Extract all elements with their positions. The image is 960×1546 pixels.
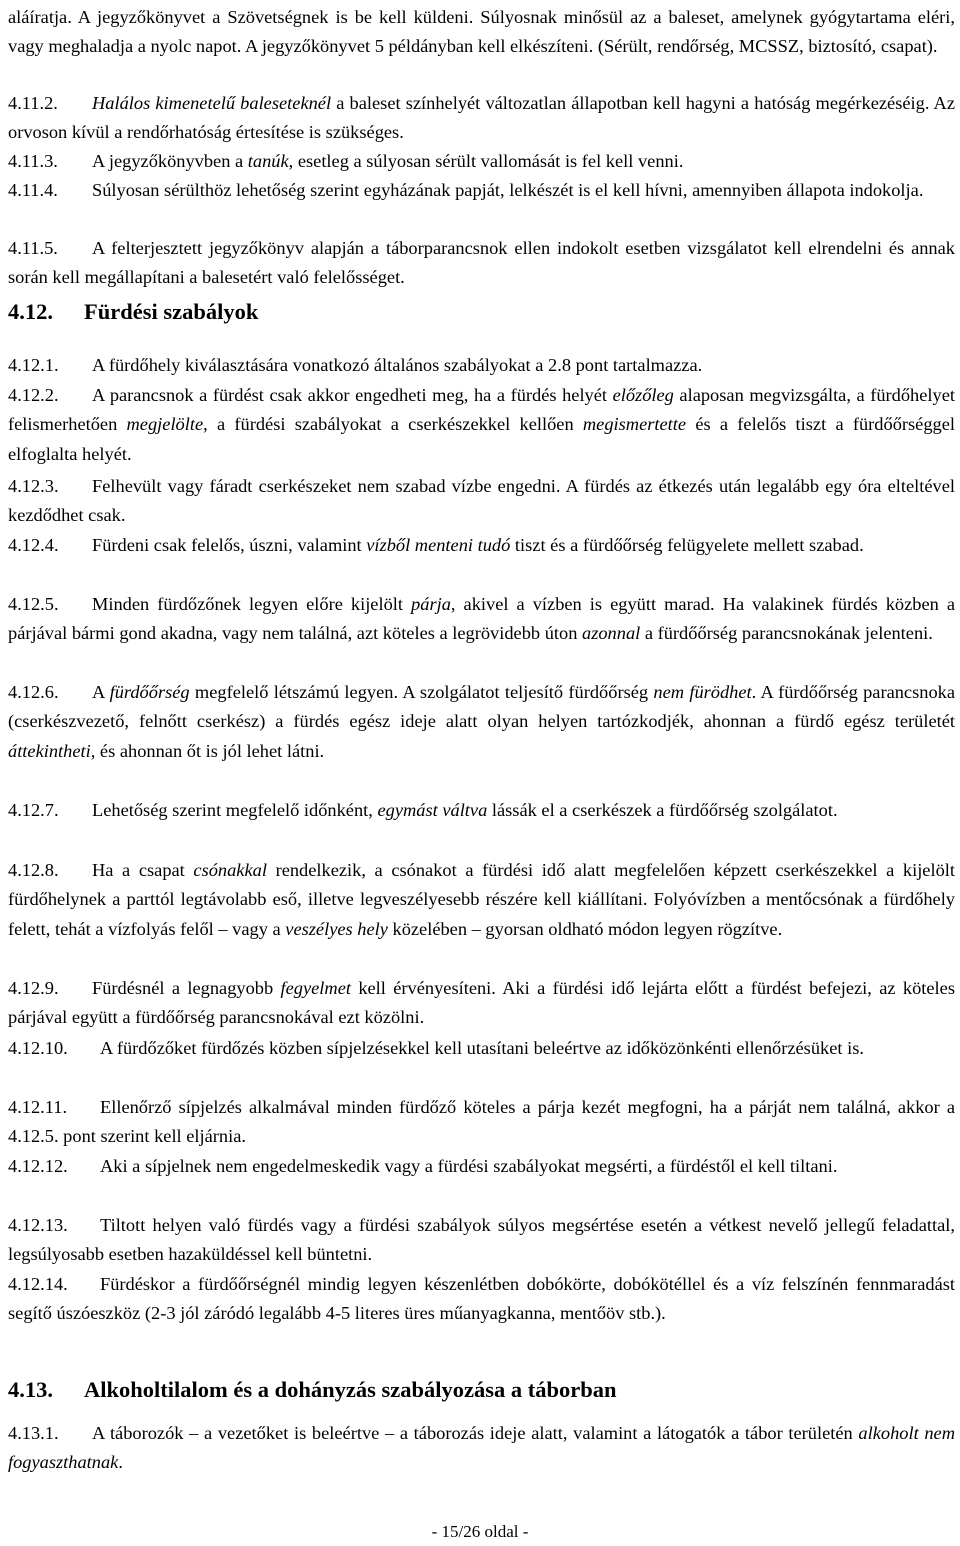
paragraph-number: 4.13.1. bbox=[8, 1423, 59, 1443]
paragraph-number: 4.11.4. bbox=[8, 180, 58, 200]
heading-number: 4.12. bbox=[8, 299, 53, 324]
paragraph-4-11-5 bbox=[8, 234, 955, 293]
heading-number: 4.13. bbox=[8, 1377, 53, 1402]
page-footer: - 15/26 oldal - bbox=[431, 1522, 529, 1541]
heading-title: Alkoholtilalom és a dohányzás szabályozása a táborban bbox=[84, 1377, 617, 1402]
paragraph-text: . bbox=[118, 1452, 123, 1473]
emphasis-text: előzőleg bbox=[612, 385, 674, 405]
emphasis-text: párja bbox=[411, 594, 451, 614]
paragraph-text: közelében – gyorsan oldható módon legyen rögzítve. bbox=[387, 918, 783, 939]
paragraph-text: , akivel a vízben is együtt marad. Ha valakinek fürdés közben a párjával bármi gond akadna, vagy nem találná, azt köteles a legrövidebb úton bbox=[8, 594, 956, 644]
paragraph-number: 4.11.5. bbox=[8, 238, 58, 258]
paragraph-text: A fürdőhely kiválasztására vonatkozó általános szabályokat a 2.8 pont tartalmazza. bbox=[92, 355, 703, 375]
paragraph-text: Tiltott helyen való fürdés vagy a fürdési szabályok súlyos megsértése esetén a vétkest nevelő jellegű feladattal, legsúlyosabb esetben hazaküldéssel kell büntetni. bbox=[8, 1215, 955, 1265]
paragraph-4-12-2 bbox=[8, 381, 955, 469]
paragraph-4-12-8 bbox=[8, 856, 955, 944]
paragraph-text: Súlyosan sérülthöz lehetőség szerint egyházának papját, lelkészét is el kell hívni, amennyiben állapota indokolja. bbox=[92, 180, 924, 200]
paragraph-number: 4.12.7. bbox=[8, 800, 59, 820]
paragraph-number: 4.11.3. bbox=[8, 151, 58, 171]
paragraph-text: . A fürdőőrség parancsnoka (cserkészvezető, felnőtt cserkész) a fürdés egész ideje alatt olyan helyen tartózkodjék, ahonnan a fürdő egész területét bbox=[8, 682, 955, 732]
paragraph-text: A bbox=[92, 682, 110, 702]
paragraph-number: 4.12.5. bbox=[8, 594, 59, 614]
emphasis-text: fürdőőrség bbox=[109, 682, 190, 702]
paragraph-number: 4.12.12. bbox=[8, 1156, 68, 1176]
section-heading-4-13 bbox=[8, 1375, 617, 1405]
paragraph-text: kell érvényesíteni. Aki a fürdési idő lejárta előtt a fürdést befejezi, az köteles párjával együtt a fürdőőrség parancsnokával ezt közölni. bbox=[8, 978, 955, 1028]
paragraph-text: , a fürdési szabályokat a cserkészekkel kellően bbox=[203, 414, 583, 435]
paragraph-text: A felterjesztett jegyzőkönyv alapján a táborparancsnok ellen indokolt esetben vizsgálatot kell elrendelni és annak során kell megállapítani a balesetért való felelősséget. bbox=[8, 238, 955, 288]
heading-title: Fürdési szabályok bbox=[84, 299, 259, 324]
paragraph-4-11-4 bbox=[8, 176, 923, 205]
paragraph-4-12-13 bbox=[8, 1211, 955, 1270]
paragraph-text: a fürdőőrség parancsnokának jelenteni. bbox=[640, 623, 933, 644]
paragraph-text: alaposan megvizsgálta, a fürdőhelyet felismerhetően bbox=[8, 385, 955, 435]
paragraph-4-12-10 bbox=[8, 1034, 864, 1063]
paragraph-text: Aki a sípjelnek nem engedelmeskedik vagy a fürdési szabályokat megsérti, a fürdéstől el kell tiltani. bbox=[100, 1156, 838, 1176]
paragraph-4-12-14 bbox=[8, 1270, 955, 1329]
paragraph-4-12-11 bbox=[8, 1093, 955, 1152]
paragraph-number: 4.12.3. bbox=[8, 476, 59, 496]
paragraph-4-12-6 bbox=[8, 678, 955, 766]
section-heading-4-12 bbox=[8, 297, 258, 327]
paragraph-text: A táborozók – a vezetőket is beleértve – a táborozás ideje alatt, valamint a látogatók a tábor területén bbox=[92, 1423, 859, 1443]
emphasis-text: veszélyes hely bbox=[285, 918, 388, 939]
paragraph-text: A fürdőzőket fürdőzés közben sípjelzésekkel kell utasítani beleértve az időközönkénti ellenőrzésüket is. bbox=[100, 1038, 864, 1058]
paragraph-text: aláíratja. A jegyzőkönyvet a Szövetségnek is be kell küldeni. Súlyosnak minősül az a baleset, amelynek gyógytartama eléri, vagy meghaladja a nyolc napot. A jegyzőkönyvet 5 példányban kell elkészíteni. (Sérült, rendőrség, MCSSZ, biztosító, csapat). bbox=[8, 7, 955, 57]
paragraph-text: , és ahonnan őt is jól lehet látni. bbox=[90, 740, 325, 761]
paragraph-text: , esetleg a súlyosan sérült vallomását is fel kell venni. bbox=[288, 151, 684, 171]
paragraph-text: Ellenőrző sípjelzés alkalmával minden fürdőző köteles a párja kezét megfogni, ha a párját nem találná, akkor a 4.12.5. pont szerint kell eljárnia. bbox=[8, 1097, 955, 1147]
emphasis-text: alkoholt nem fogyaszthatnak bbox=[8, 1423, 955, 1473]
emphasis-text: csónakkal bbox=[193, 860, 267, 880]
paragraph-number: 4.12.13. bbox=[8, 1215, 68, 1235]
paragraph-4-12-1 bbox=[8, 351, 702, 380]
paragraph-number: 4.12.9. bbox=[8, 978, 59, 998]
paragraph-4-12-7 bbox=[8, 796, 838, 825]
paragraph-4-11-3 bbox=[8, 147, 955, 176]
paragraph-text: rendelkezik, a csónakot a fürdési idő alatt megfelelően képzett cserkészekkel a kijelölt fürdőhelynek a parttól legtávolabb eső, illetve legveszélyesebb részére kell kiállítani. Folyóvízben a mentőcsónak a fürdőhely felett, tehát a vízfolyás felől – vagy a bbox=[8, 860, 955, 939]
paragraph-text: A parancsnok a fürdést csak akkor engedheti meg, ha a fürdés helyét bbox=[92, 385, 613, 405]
paragraph-number: 4.12.2. bbox=[8, 385, 59, 405]
emphasis-text: megjelölte bbox=[126, 414, 204, 435]
paragraph-4-13-1 bbox=[8, 1419, 955, 1478]
paragraph-number: 4.12.14. bbox=[8, 1274, 68, 1294]
paragraph-text: Lehetőség szerint megfelelő időnként, bbox=[92, 800, 378, 820]
paragraph-text: megfelelő létszámú legyen. A szolgálatot teljesítő fürdőőrség bbox=[189, 682, 654, 702]
paragraph-text: Fürdeni csak felelős, úszni, valamint bbox=[92, 535, 367, 555]
paragraph-number: 4.12.1. bbox=[8, 355, 59, 375]
paragraph-text: Fürdésnél a legnagyobb bbox=[92, 978, 281, 998]
paragraph-text: Minden fürdőzőnek legyen előre kijelölt bbox=[92, 594, 412, 614]
paragraph-text: Felhevült vagy fáradt cserkészeket nem szabad vízbe engedni. A fürdés az étkezés után legalább egy óra elteltével kezdődhet csak. bbox=[8, 476, 955, 526]
paragraph-number: 4.12.8. bbox=[8, 860, 59, 880]
paragraph-4-12-9 bbox=[8, 974, 955, 1033]
paragraph-text: a baleset színhelyét változatlan állapotban kell hagyni a hatóság megérkezéséig. Az orvoson kívül a rendőrhatóság értesítése is szükséges. bbox=[8, 93, 955, 143]
paragraph-4-12-5 bbox=[8, 590, 955, 649]
paragraph-text: és a felelős tiszt a fürdőőrséggel elfoglalta helyét. bbox=[8, 414, 955, 464]
paragraph-text: lássák el a cserkészek a fürdőőrség szolgálatot. bbox=[487, 800, 838, 820]
paragraph-text: Fürdéskor a fürdőőrségnél mindig legyen készenlétben dobókörte, dobókötéllel és a víz felszínén fennmaradást segítő úszóeszköz (2-3 jól záródó legalább 4-5 literes üres műanyagkanna, mentőöv stb.). bbox=[8, 1274, 955, 1324]
emphasis-text: nem fürödhet bbox=[653, 682, 752, 702]
paragraph-lead bbox=[8, 3, 955, 62]
paragraph-4-11-2 bbox=[8, 89, 955, 148]
emphasis-text: tanúk bbox=[247, 151, 289, 171]
emphasis-text: fegyelmet bbox=[280, 978, 351, 998]
paragraph-number: 4.11.2. bbox=[8, 93, 58, 113]
emphasis-text: megismertette bbox=[582, 414, 687, 435]
emphasis-text: áttekintheti bbox=[8, 740, 91, 761]
paragraph-number: 4.12.11. bbox=[8, 1097, 68, 1117]
paragraph-number: 4.12.10. bbox=[8, 1038, 68, 1058]
emphasis-text: azonnal bbox=[582, 623, 641, 644]
paragraph-4-12-12 bbox=[8, 1152, 837, 1181]
paragraph-4-12-3 bbox=[8, 472, 955, 531]
paragraph-number: 4.12.4. bbox=[8, 535, 59, 555]
paragraph-text: tiszt és a fürdőőrség felügyelete mellett szabad. bbox=[510, 535, 864, 555]
emphasis-text: Halálos kimenetelű baleseteknél bbox=[92, 93, 332, 113]
paragraph-text: Ha a csapat bbox=[92, 860, 194, 880]
emphasis-text: egymást váltva bbox=[377, 800, 488, 820]
paragraph-text: A jegyzőkönyvben a bbox=[92, 151, 248, 171]
paragraph-number: 4.12.6. bbox=[8, 682, 59, 702]
emphasis-text: vízből menteni tudó bbox=[366, 535, 511, 555]
paragraph-4-12-4 bbox=[8, 531, 864, 560]
